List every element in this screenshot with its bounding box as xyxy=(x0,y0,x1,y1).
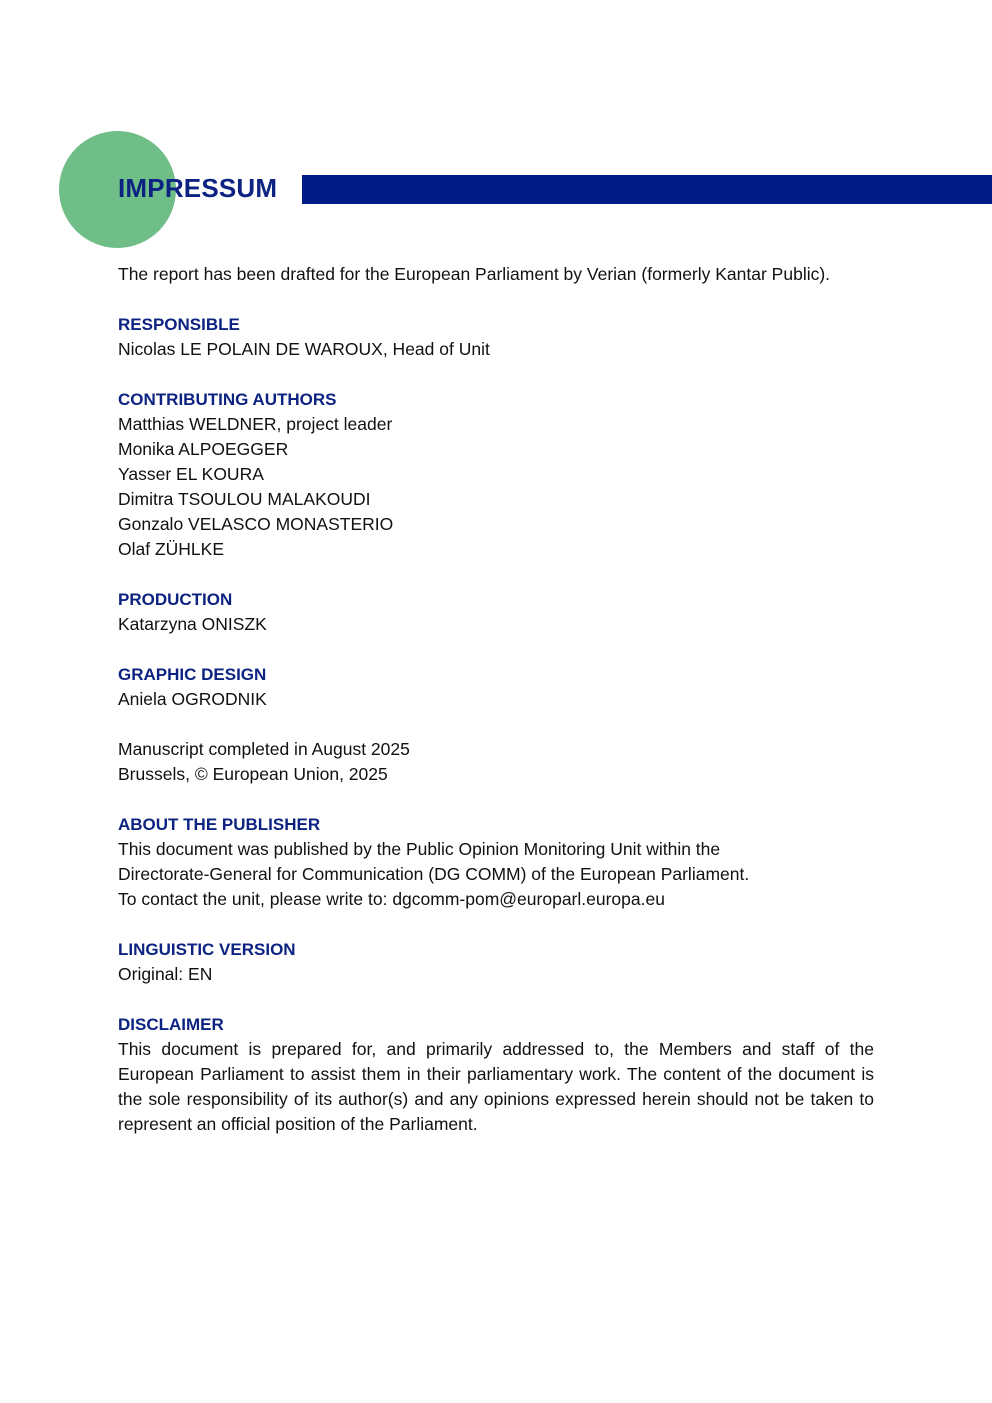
author-item: Yasser EL KOURA xyxy=(118,464,264,484)
disclaimer-text: This document is prepared for, and primarily addressed to, the Members and staff of the European Parliament to assist them in their parliamentary work. The content of the document is the sole responsibility of its author(s) and any opinions expressed herein should not be taken to represent an official position of the Parliament. xyxy=(118,1039,874,1134)
linguistic-version-section xyxy=(118,937,874,987)
graphic-design-heading: GRAPHIC DESIGN xyxy=(118,665,267,684)
intro-section xyxy=(118,262,874,287)
author-item: Monika ALPOEGGER xyxy=(118,439,289,459)
contributing-authors-heading: CONTRIBUTING AUTHORS xyxy=(118,390,337,409)
disclaimer-section xyxy=(118,1012,874,1137)
production-heading: PRODUCTION xyxy=(118,590,233,609)
copyright-text: Brussels, © European Union, 2025 xyxy=(118,764,388,784)
about-publisher-contact: To contact the unit, please write to: dgcomm-pom@europarl.europa.eu xyxy=(118,889,665,909)
about-publisher-line: This document was published by the Public Opinion Monitoring Unit within the xyxy=(118,839,721,859)
page-title: IMPRESSUM xyxy=(118,173,278,203)
production-section xyxy=(118,587,874,637)
impressum-content xyxy=(118,262,874,1162)
author-item: Dimitra TSOULOU MALAKOUDI xyxy=(118,489,371,509)
disclaimer-heading: DISCLAIMER xyxy=(118,1015,224,1034)
contributing-authors-section xyxy=(118,387,874,562)
author-item: Gonzalo VELASCO MONASTERIO xyxy=(118,514,394,534)
production-name: Katarzyna ONISZK xyxy=(118,614,267,634)
author-item: Olaf ZÜHLKE xyxy=(118,539,224,559)
manuscript-completed-text: Manuscript completed in August 2025 xyxy=(118,739,410,759)
responsible-name: Nicolas LE POLAIN DE WAROUX, Head of Unit xyxy=(118,339,490,359)
title-bar-decoration xyxy=(302,175,992,204)
author-item: Matthias WELDNER, project leader xyxy=(118,414,393,434)
graphic-design-section xyxy=(118,662,874,712)
about-publisher-heading: ABOUT THE PUBLISHER xyxy=(118,815,321,834)
intro-text: The report has been drafted for the European Parliament by Verian (formerly Kantar Public). xyxy=(118,264,831,284)
linguistic-version-value: Original: EN xyxy=(118,964,213,984)
graphic-designer-name: Aniela OGRODNIK xyxy=(118,689,267,709)
manuscript-section xyxy=(118,737,874,787)
linguistic-version-heading: LINGUISTIC VERSION xyxy=(118,940,296,959)
about-publisher-line: Directorate-General for Communication (DG COMM) of the European Parliament. xyxy=(118,864,750,884)
about-publisher-section xyxy=(118,812,874,912)
responsible-section xyxy=(118,312,874,362)
responsible-heading: RESPONSIBLE xyxy=(118,315,240,334)
